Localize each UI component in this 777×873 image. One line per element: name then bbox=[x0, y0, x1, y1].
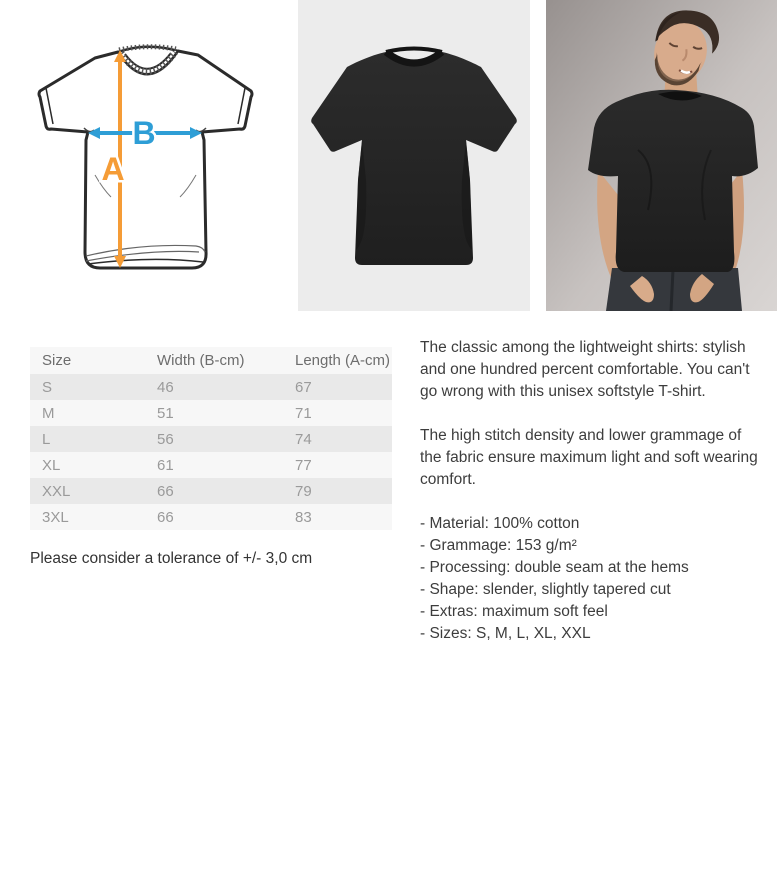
size-table bbox=[30, 347, 392, 530]
size-cell: XXL bbox=[30, 478, 145, 504]
width-cell: 61 bbox=[145, 452, 283, 478]
width-cell: 51 bbox=[145, 400, 283, 426]
description-paragraph-1: The classic among the lightweight shirts: stylish and one hundred percent comfortable. You can't go wrong with this unisex softstyle T-shirt. bbox=[420, 339, 750, 400]
table-row bbox=[30, 478, 392, 504]
size-table-header-row bbox=[30, 347, 392, 374]
length-cell: 71 bbox=[283, 400, 392, 426]
length-cell: 74 bbox=[283, 426, 392, 452]
header-size: Size bbox=[30, 347, 145, 374]
detail-shape: - Shape: slender, slightly tapered cut bbox=[420, 581, 671, 598]
header-width: Width (B-cm) bbox=[145, 347, 283, 374]
description-paragraph-2: The high stitch density and lower grammage of the fabric ensure maximum light and soft wearing comfort. bbox=[420, 427, 758, 488]
model-wearing-tshirt-image bbox=[546, 0, 777, 311]
width-cell: 46 bbox=[145, 374, 283, 400]
table-row bbox=[30, 374, 392, 400]
width-cell: 56 bbox=[145, 426, 283, 452]
product-detail-list bbox=[420, 513, 765, 645]
size-cell: M bbox=[30, 400, 145, 426]
length-cell: 67 bbox=[283, 374, 392, 400]
size-cell: 3XL bbox=[30, 504, 145, 530]
table-row bbox=[30, 426, 392, 452]
size-cell: L bbox=[30, 426, 145, 452]
product-description bbox=[420, 337, 765, 645]
detail-material: - Material: 100% cotton bbox=[420, 515, 580, 532]
length-label: A bbox=[101, 151, 125, 187]
size-diagram-image bbox=[0, 0, 290, 320]
table-row bbox=[30, 400, 392, 426]
detail-extras: - Extras: maximum soft feel bbox=[420, 603, 608, 620]
detail-grammage: - Grammage: 153 g/m² bbox=[420, 537, 577, 554]
detail-processing: - Processing: double seam at the hems bbox=[420, 559, 689, 576]
tolerance-note: Please consider a tolerance of +/- 3,0 cm bbox=[30, 550, 313, 567]
black-tshirt-image bbox=[298, 0, 530, 311]
tshirt-measurement-diagram bbox=[0, 0, 290, 320]
header-length: Length (A-cm) bbox=[283, 347, 392, 374]
width-label: B bbox=[132, 115, 156, 151]
detail-sizes: - Sizes: S, M, L, XL, XXL bbox=[420, 625, 591, 642]
table-row bbox=[30, 504, 392, 530]
length-cell: 77 bbox=[283, 452, 392, 478]
length-cell: 83 bbox=[283, 504, 392, 530]
width-cell: 66 bbox=[145, 478, 283, 504]
size-cell: XL bbox=[30, 452, 145, 478]
width-cell: 66 bbox=[145, 504, 283, 530]
length-cell: 79 bbox=[283, 478, 392, 504]
model-photo bbox=[546, 0, 777, 311]
table-row bbox=[30, 452, 392, 478]
product-photo bbox=[298, 0, 530, 311]
size-cell: S bbox=[30, 374, 145, 400]
